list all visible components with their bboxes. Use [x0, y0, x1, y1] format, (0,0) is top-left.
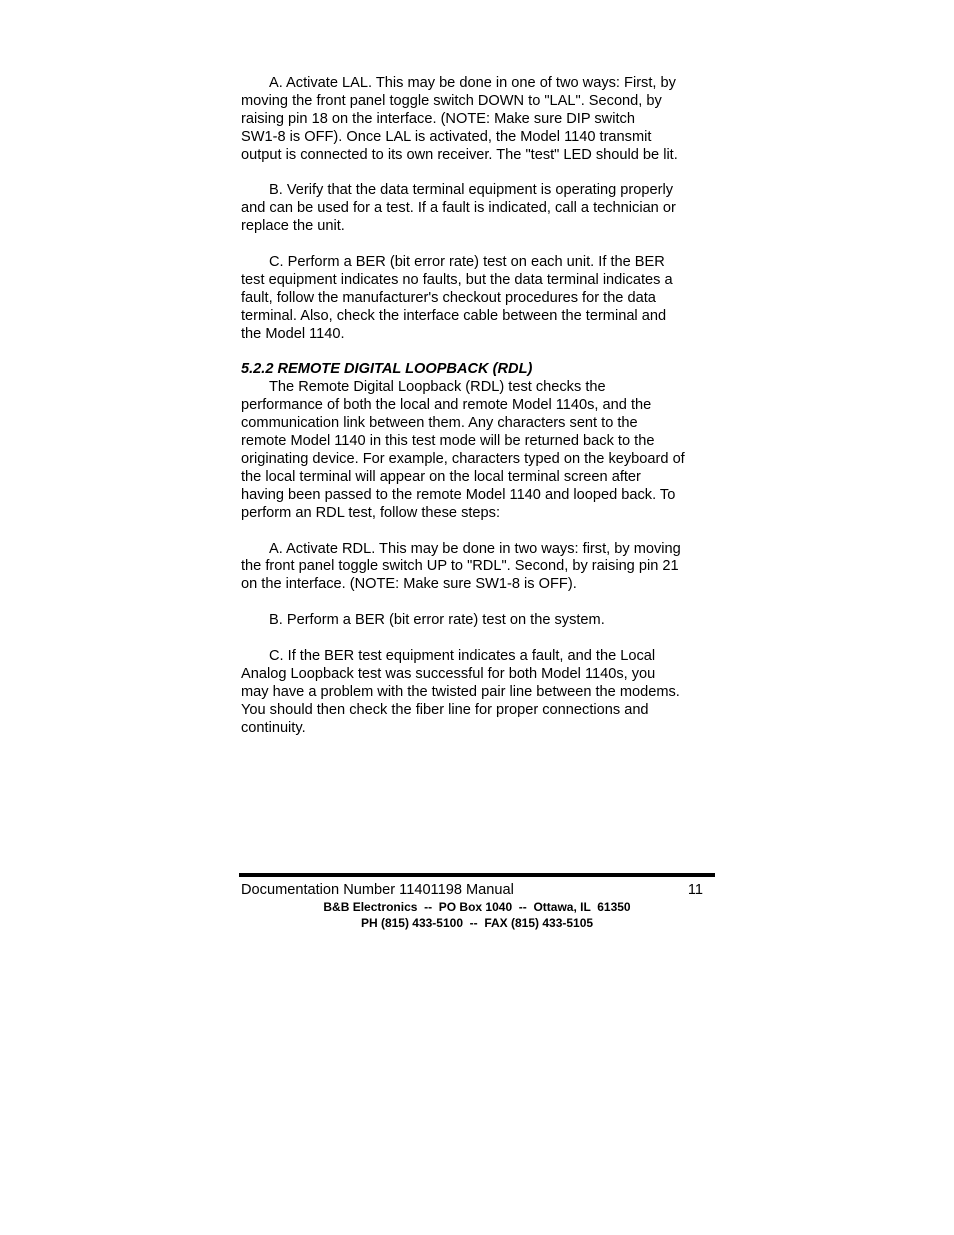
spacer: [241, 344, 715, 362]
rdl-step-b-paragraph: B. Perform a BER (bit error rate) test on the system.: [269, 612, 605, 629]
company-phone-fax: PH (815) 433-5100 -- FAX (815) 433-5105: [360, 916, 594, 930]
documentation-number: Documentation Number 11401198 Manual: [241, 882, 514, 898]
spacer: [241, 165, 715, 183]
company-address: B&B Electronics -- PO Box 1040 -- Ottawa, IL 61350: [323, 900, 631, 914]
page-footer: [239, 873, 715, 931]
rdl-step-c-paragraph: C. If the BER test equipment indicates a fault, and the Local Analog Loopback test was successful for both Model 1140s, you may have a problem with the twisted pair line between the modems. You should then check the fiber line for proper connections and continuity.: [241, 647, 680, 736]
rdl-intro-paragraph: The Remote Digital Loopback (RDL) test checks the performance of both the local and remote Model 1140s, and the communication link between them. Any characters sent to the remote Model 1140 in this test mode will be returned back to the originating device. For example, characters typed on the keyboard of the local terminal will appear on the local terminal screen after having been passed to the remote Model 1140 and looped back. To perform an RDL test, follow these steps:: [241, 379, 685, 521]
rdl-section-heading: 5.2.2 REMOTE DIGITAL LOOPBACK (RDL): [241, 361, 533, 378]
spacer: [241, 236, 715, 254]
lal-step-c-paragraph: C. Perform a BER (bit error rate) test on each unit. If the BER test equipment indicates no faults, but the data terminal indicates a fault, follow the manufacturer's checkout procedures for the data terminal. Also, check the interface cable between the terminal and the Model 1140.: [241, 254, 673, 342]
spacer: [241, 523, 715, 541]
page-body: [241, 75, 715, 737]
lal-step-b-paragraph: B. Verify that the data terminal equipment is operating properly and can be used for a test. If a fault is indicated, call a technician or replace the unit.: [241, 182, 676, 235]
lal-step-a-paragraph: A. Activate LAL. This may be done in one of two ways: First, by moving the front panel toggle switch DOWN to "LAL". Second, by raising pin 18 on the interface. (NOTE: Make sure DIP switch SW1-8 is OFF). Once LAL is activated, the Model 1140 transmit output is connected to its own receiver. The "test" LED should be lit.: [241, 75, 678, 163]
rdl-step-a-paragraph: A. Activate RDL. This may be done in two ways: first, by moving the front panel toggle switch UP to "RDL". Second, by raising pin 21 on the interface. (NOTE: Make sure SW1-8 is OFF).: [241, 540, 681, 593]
page-number: 11: [687, 882, 703, 898]
spacer: [241, 594, 715, 612]
footer-divider: [239, 873, 715, 877]
footer-doc-line: [239, 881, 715, 899]
spacer: [241, 630, 715, 648]
